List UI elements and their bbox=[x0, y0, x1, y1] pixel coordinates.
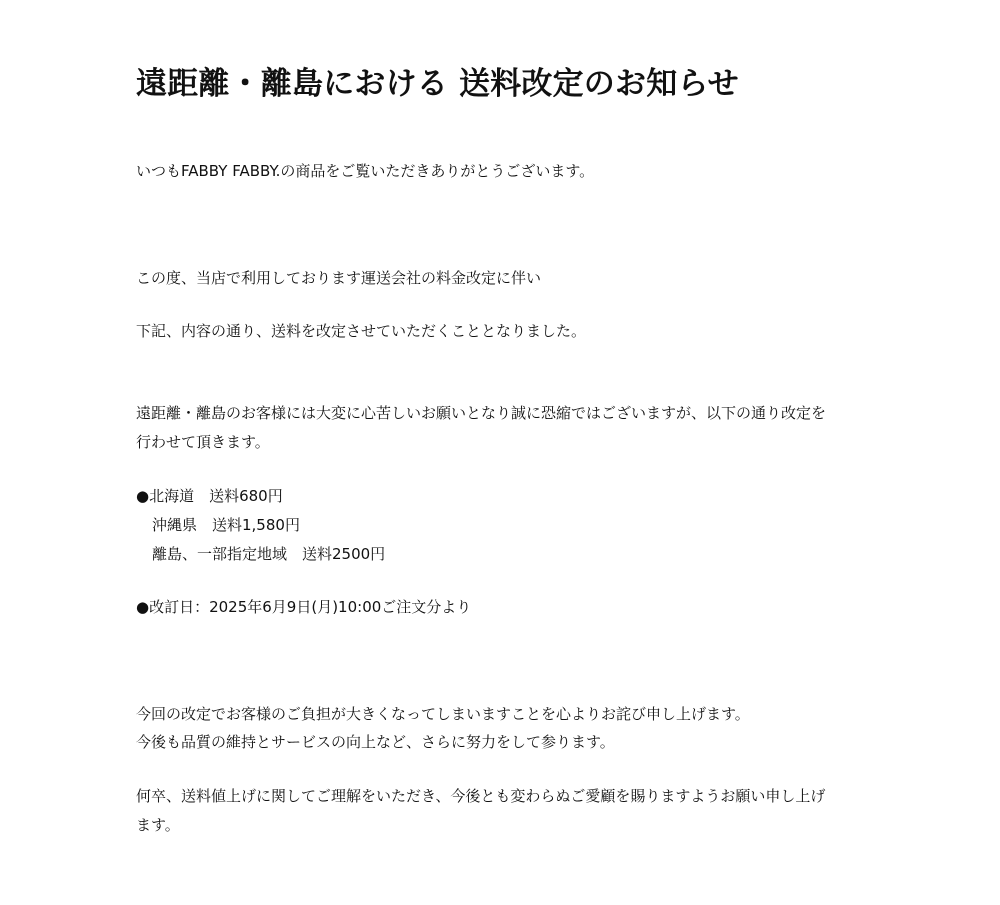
closing-text-line-2: 今後も品質の維持とサービスの向上など、さらに努力をして参ります。 bbox=[136, 733, 615, 751]
request-text-line-1: 何卒、送料値上げに関してご理解をいただき、今後とも変わらぬご愛顧を賜りますようお願い申し上げ bbox=[136, 787, 826, 805]
apology-text-line-2: 行わせて頂きます。 bbox=[136, 433, 270, 451]
shipping-rate-islands: 離島、一部指定地域 送料2500円 bbox=[152, 545, 386, 563]
apology-text-line-1: 遠距離・離島のお客様には大変に心苦しいお願いとなり誠に恐縮ではございますが、以下の通り改定を bbox=[136, 404, 827, 422]
reason-text-line-1: この度、当店で利用しております運送会社の料金改定に伴い bbox=[136, 269, 542, 287]
shipping-rate-okinawa: 沖縄県 送料1,580円 bbox=[152, 516, 300, 534]
request-text-line-2: ます。 bbox=[136, 816, 180, 834]
effective-date-text: ●改訂日：2025年6月9日(月)10:00ご注文分より bbox=[136, 598, 472, 616]
shipping-rate-hokkaido: ●北海道 送料680円 bbox=[136, 487, 283, 505]
greeting-text: いつもFABBY FABBY.の商品をご覧いただきありがとうございます。 bbox=[136, 162, 595, 180]
closing-text-line-1: 今回の改定でお客様のご負担が大きくなってしまいますことを心よりお詫び申し上げます。 bbox=[136, 705, 750, 723]
notice-title: 遠距離・離島における 送料改定のお知らせ bbox=[136, 66, 739, 102]
reason-text-line-2: 下記、内容の通り、送料を改定させていただくこととなりました。 bbox=[136, 322, 587, 340]
